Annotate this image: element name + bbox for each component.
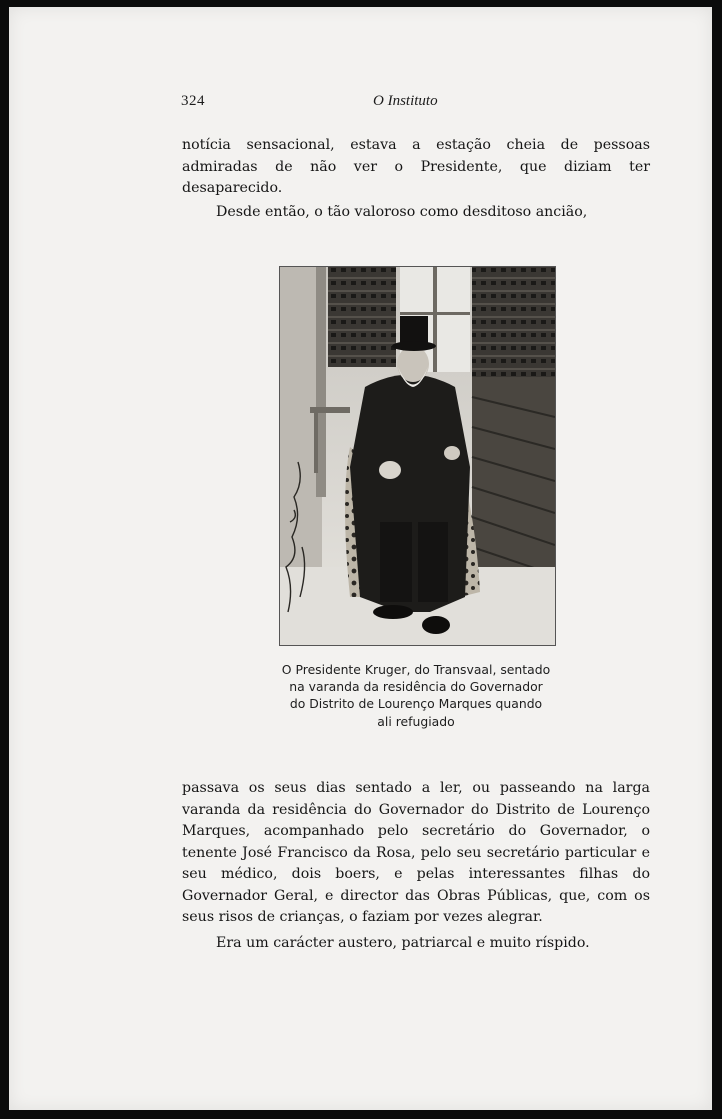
running-title: O Instituto bbox=[373, 93, 438, 109]
body-paragraph-3: passava os seus dias sentado a ler, ou passeando na larga varanda da residência do Governador do Distrito de Lourenço Marques, acompanhado pelo secretário do Governador, o tenente José Francisco da Rosa, pelo seu secretário particular e seu médico, dois boers, e pelas interessantes filhas do Governador Geral, e director das Obras Públicas, que, com os seus risos de crianças, o faziam por vezes alegrar. bbox=[182, 780, 650, 925]
body-paragraph-4: Era um carácter austero, patriarcal e muito ríspido. bbox=[216, 935, 590, 951]
body-paragraph-2: Desde então, o tão valoroso como desditoso ancião, bbox=[216, 204, 588, 220]
page-header bbox=[181, 93, 651, 115]
page-number: 324 bbox=[181, 93, 205, 109]
caption-line: O Presidente Kruger, do Transvaal, sentado bbox=[281, 662, 551, 677]
body-paragraph-1: notícia sensacional, estava a estação cheia de pessoas admiradas de não ver o Presidente, que diziam ter desaparecido. bbox=[182, 137, 650, 196]
kruger-photograph bbox=[279, 266, 556, 646]
book-page bbox=[9, 7, 712, 1110]
figure-caption bbox=[257, 661, 575, 730]
caption-line: ali refugiado bbox=[377, 713, 455, 729]
caption-line: na varanda da residência do Governador bbox=[289, 679, 543, 695]
caption-line: do Distrito de Lourenço Marques quando bbox=[289, 696, 543, 712]
